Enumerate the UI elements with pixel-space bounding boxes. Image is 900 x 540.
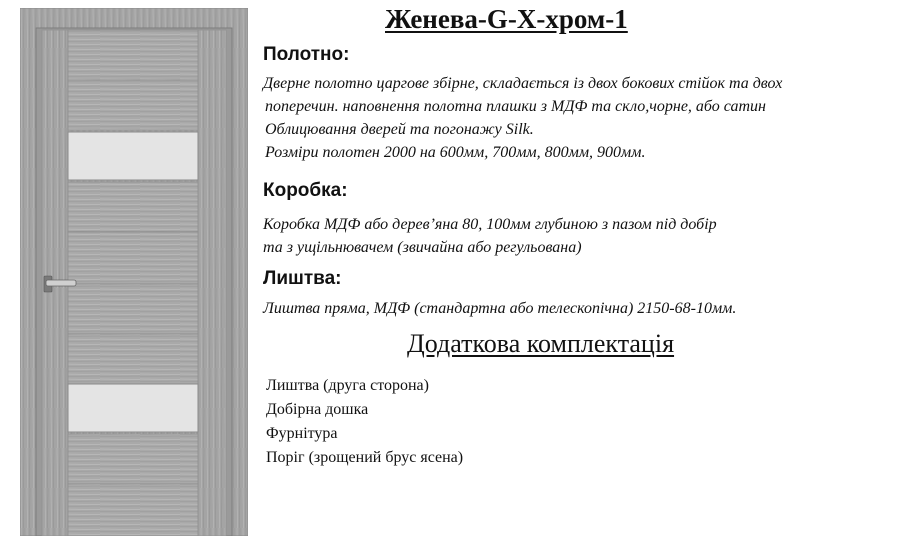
- section-heading-frame: Коробка:: [263, 180, 348, 201]
- door-illustration: [20, 8, 248, 536]
- right-stile: [198, 30, 226, 536]
- extras-list: [266, 374, 463, 470]
- door-panels: [68, 30, 198, 536]
- section-text-leaf: [263, 72, 782, 164]
- text-line: Облицювання дверей та погонажу Silk.: [265, 121, 534, 138]
- text-line: Розміри полотен 2000 на 600мм, 700мм, 800мм, 900мм.: [265, 144, 646, 161]
- section-heading-casing: Лиштва:: [263, 268, 342, 289]
- extras-title: Додаткова комплектація: [407, 329, 675, 358]
- list-item: Поріг (зрощений брус ясена): [266, 449, 464, 466]
- list-item: Фурнітура: [266, 425, 338, 442]
- text-line: поперечин. наповнення полотна плашки з МДФ та скло,чорне, або сатин: [265, 98, 766, 115]
- glass-bottom: [68, 384, 198, 432]
- list-item: Лиштва (друга сторона): [266, 377, 429, 394]
- text-line: Лиштва пряма, МДФ (стандартна або телескопічна) 2150-68-10мм.: [263, 300, 737, 317]
- section-heading-leaf: Полотно:: [263, 44, 350, 65]
- text-line: Коробка МДФ або дерев’яна 80, 100мм глубиною з пазом під добір: [263, 216, 717, 233]
- list-item: Добірна дошка: [266, 401, 369, 418]
- glass-top: [68, 132, 198, 180]
- product-title: Женева-G-X-хром-1: [385, 4, 628, 34]
- section-text-casing: [263, 297, 736, 320]
- text-line: та з ущільнювачем (звичайна або регульована): [263, 239, 582, 256]
- section-text-frame: [263, 213, 717, 259]
- text-line: Дверне полотно царгове збірне, складається із двох бокових стійок та двох: [263, 75, 783, 92]
- door-image: [20, 8, 248, 536]
